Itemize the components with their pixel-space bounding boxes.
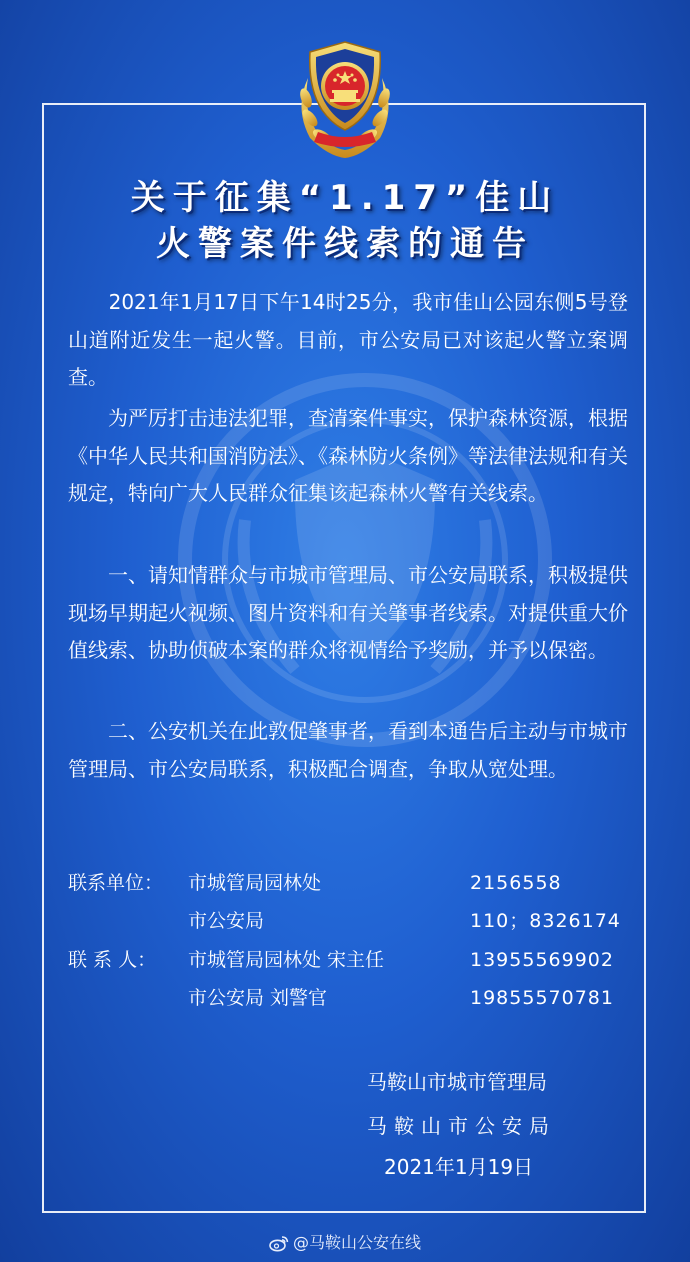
contact-number: 13955569902 [470, 949, 614, 971]
weibo-handle: @马鞍山公安在线 [292, 1233, 421, 1252]
weibo-watermark [0, 1232, 690, 1254]
contact-number: 110；8326174 [470, 910, 621, 932]
contact-number: 19855570781 [470, 987, 614, 1009]
contact-person-label: 联 系 人： [68, 949, 157, 971]
paragraph-purpose: 为严厉打击违法犯罪，查清案件事实，保护森林资源，根据《中华人民共和国消防法》、《森林防火条例》等法律法规和有关规定，特向广大人民群众征集该起森林火警有关线索。 [68, 406, 628, 505]
police-emblem-icon [288, 38, 402, 162]
signature-org-urban-management: 马鞍山市城市管理局 [367, 1070, 547, 1094]
contact-org: 市公安局 [188, 910, 265, 932]
contact-unit-label: 联系单位： [68, 872, 164, 894]
notice-title-line1: 关于征集“1.17”佳山 [130, 178, 560, 218]
signature-date: 2021年1月19日 [384, 1155, 534, 1179]
contact-person: 市城管局园林处 宋主任 [188, 949, 385, 971]
contact-org: 市城管局园林处 [188, 872, 322, 894]
signature-org-public-security: 马鞍山市公安局 [367, 1114, 556, 1138]
notice-title-line2: 火警案件线索的通告 [156, 224, 534, 264]
paragraph-incident: 2021年1月17日下午14时25分，我市佳山公园东侧5号登山道附近发生一起火警。目前，市公安局已对该起火警立案调查。 [68, 290, 629, 389]
paragraph-request-public: 一、请知情群众与市城市管理局、市公安局联系，积极提供现场早期起火视频、图片资料和有关肇事者线索。对提供重大价值线索、协助侦破本案的群众将视情给予奖励，并予以保密。 [68, 563, 628, 662]
paragraph-urge-perpetrator: 二、公安机关在此敦促肇事者，看到本通告后主动与市城市管理局、市公安局联系，积极配合调查，争取从宽处理。 [68, 719, 628, 781]
weibo-icon [269, 1235, 289, 1252]
contact-person: 市公安局 刘警官 [188, 987, 328, 1009]
contact-number: 2156558 [470, 872, 562, 894]
